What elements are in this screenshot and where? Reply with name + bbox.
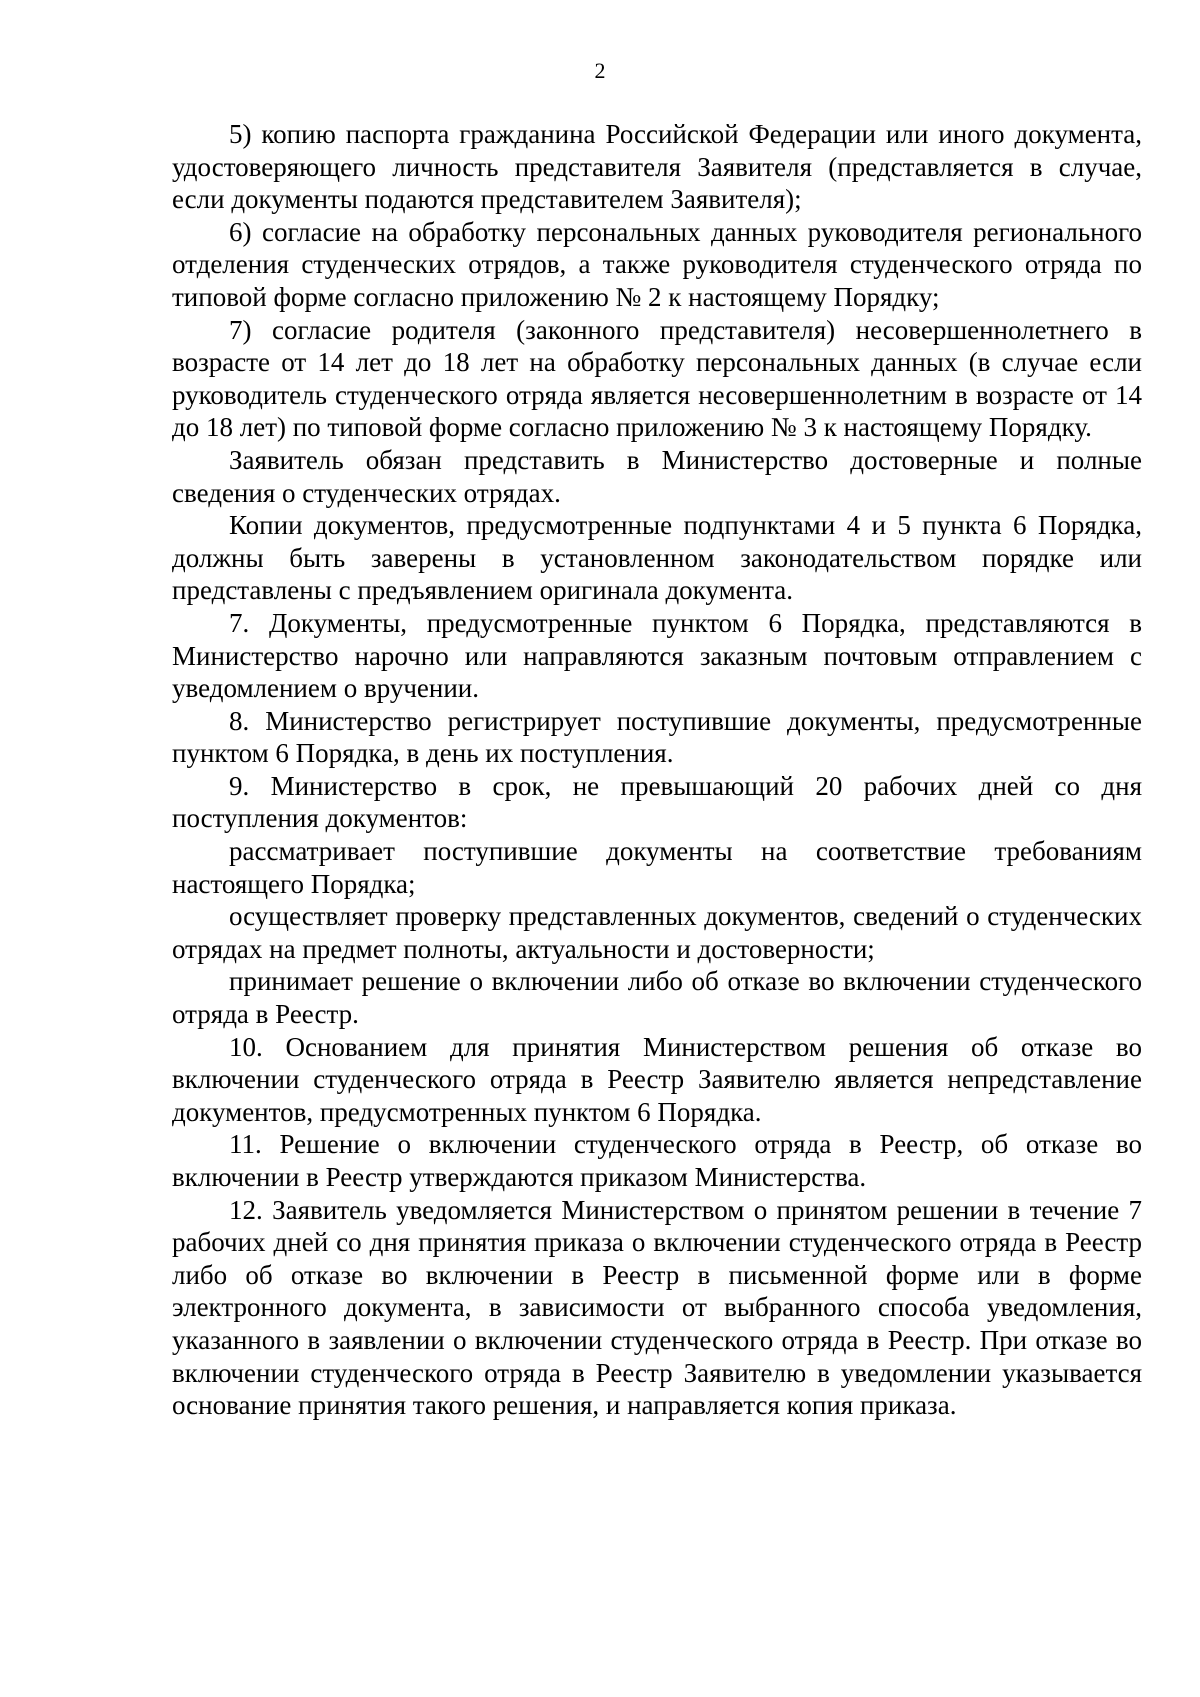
paragraph-section-11: 11. Решение о включении студенческого отряда в Реестр, об отказе во включении в Реестр утверждаются приказом Министерства.: [172, 1129, 1142, 1192]
paragraph-section-7: 7. Документы, предусмотренные пунктом 6 Порядка, представляются в Министерство нарочно или направляются заказным почтовым отправлением с уведомлением о вручении.: [172, 607, 1142, 704]
paragraph-section-9-review: рассматривает поступившие документы на соответствие требованиям настоящего Порядка;: [172, 836, 1142, 899]
paragraph-section-8: 8. Министерство регистрирует поступившие документы, предусмотренные пунктом 6 Порядка, в день их поступления.: [172, 705, 1142, 769]
document-body: [172, 118, 1142, 1422]
paragraph-section-9-decision: принимает решение о включении либо об отказе во включении студенческого отряда в Реестр.: [172, 966, 1142, 1030]
paragraph-item-6-consent: 6) согласие на обработку персональных данных руководителя регионального отделения студенческих отрядов, а также руководителя студенческого отряда по типовой форме согласно приложению № 2 к настоящему Порядку;: [172, 216, 1142, 312]
paragraph-section-12: 12. Заявитель уведомляется Министерством о принятом решении в течение 7 рабочих дней со дня принятия приказа о включении студенческого отряда в Реестр либо об отказе во включении в Реестр в письменной форме или в форме электронного документа, в зависимости от выбранного способа уведомления, указанного в заявлении о включении студенческого отряда в Реестр. При отказе во включении студенческого отряда в Реестр Заявителю в уведомлении указывается основание принятия такого решения, и направляется копия приказа.: [172, 1194, 1142, 1421]
page-number: 2: [594, 58, 606, 83]
paragraph-item-5-passport-copy: 5) копию паспорта гражданина Российской Федерации или иного документа, удостоверяющего личность представителя Заявителя (представляется в случае, если документы подаются представителем Заявителя);: [172, 119, 1142, 215]
paragraph-section-10: 10. Основанием для принятия Министерством решения об отказе во включении студенческого отряда в Реестр Заявителю является непредставление документов, предусмотренных пунктом 6 Порядка.: [172, 1031, 1142, 1127]
paragraph-section-9-verification: осуществляет проверку представленных документов, сведений о студенческих отрядах на предмет полноты, актуальности и достоверности;: [172, 901, 1142, 964]
paragraph-document-copies: Копии документов, предусмотренные подпунктами 4 и 5 пункта 6 Порядка, должны быть заверены в установленном законодательством порядке или представлены с предъявлением оригинала документа.: [172, 510, 1142, 606]
paragraph-item-7-parent-consent: 7) согласие родителя (законного представителя) несовершеннолетнего в возрасте от 14 лет до 18 лет на обработку персональных данных (в случае если руководитель студенческого отряда является несовершеннолетним в возрасте от 14 до 18 лет) по типовой форме согласно приложению № 3 к настоящему Порядку.: [172, 314, 1142, 443]
paragraph-applicant-obligation: Заявитель обязан представить в Министерство достоверные и полные сведения о студенческих отрядах.: [172, 444, 1142, 508]
paragraph-section-9: 9. Министерство в срок, не превышающий 20 рабочих дней со дня поступления документов:: [172, 770, 1142, 834]
